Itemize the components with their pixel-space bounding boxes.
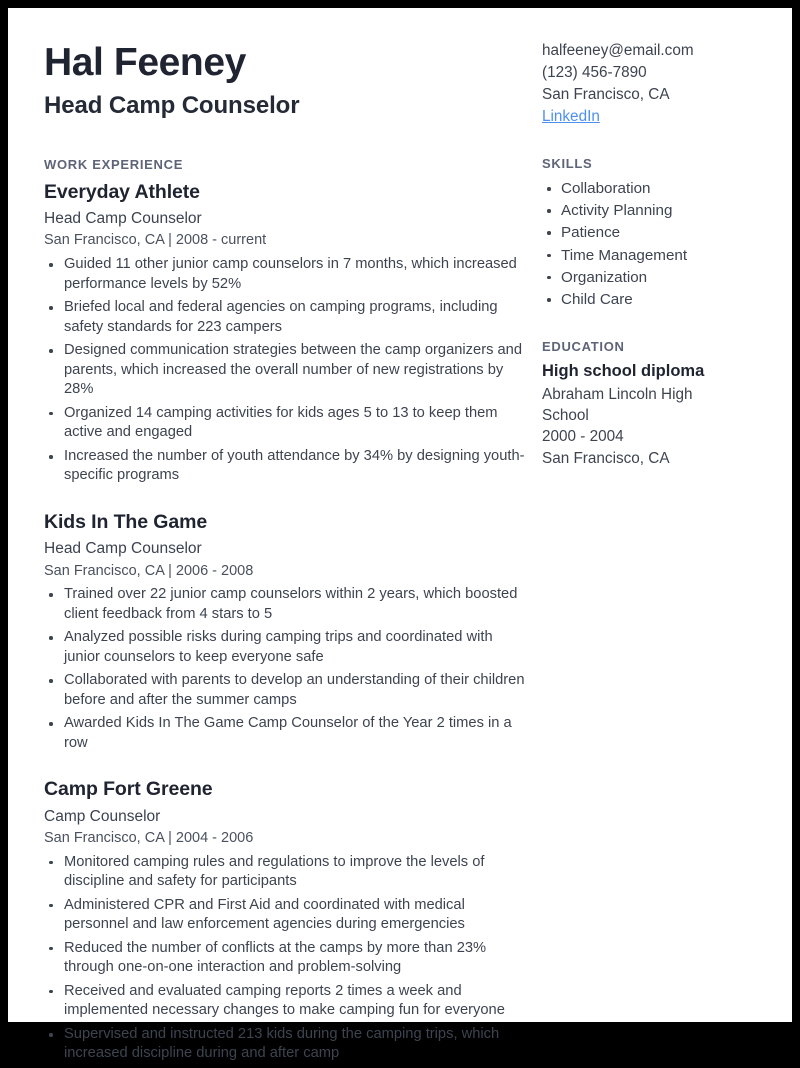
job-bullet-item: Briefed local and federal agencies on camping programs, including safety standards for 223 campers	[44, 298, 532, 337]
section-header-work-experience: WORK EXPERIENCE	[44, 156, 184, 172]
skill-item: Activity Planning	[542, 200, 760, 222]
job-company-name: Camp Fort Greene	[44, 778, 213, 801]
job-bullet-item: Administered CPR and First Aid and coordinated with medical personnel and law enforcement agencies during emergencies	[44, 896, 532, 935]
job-bullet-list	[44, 255, 532, 486]
work-experience-entry	[44, 180, 532, 486]
job-location-dates: San Francisco, CA | 2008 - current	[44, 232, 267, 249]
contact-location: San Francisco, CA	[542, 86, 670, 104]
work-experience-entry	[44, 510, 532, 753]
job-company-name: Everyday Athlete	[44, 180, 200, 203]
job-bullet-item: Guided 11 other junior camp counselors in 7 months, which increased performance levels by 52%	[44, 255, 532, 294]
contact-linkedin-item	[542, 106, 760, 128]
job-position-title: Head Camp Counselor	[44, 540, 202, 558]
page-title: Hal Feeney	[44, 41, 246, 84]
resume-main-column	[44, 34, 542, 1068]
job-bullet-item: Increased the number of youth attendance by 34% by designing youth-specific programs	[44, 447, 532, 486]
section-header-skills: SKILLS	[542, 156, 593, 172]
job-bullet-list	[44, 585, 532, 753]
job-bullet-item: Trained over 22 junior camp counselors within 2 years, which boosted client feedback from 4 stars to 5	[44, 585, 532, 624]
job-position-title: Camp Counselor	[44, 807, 161, 825]
job-bullet-item: Analyzed possible risks during camping trips and coordinated with junior counselors to keep everyone safe	[44, 628, 532, 667]
work-experience-entry	[44, 777, 532, 1064]
resume-document	[8, 8, 792, 1062]
education-location: San Francisco, CA	[542, 449, 670, 467]
job-location-dates: San Francisco, CA | 2006 - 2008	[44, 562, 254, 579]
job-bullet-item: Monitored camping rules and regulations to improve the levels of discipline and safety for participants	[44, 853, 532, 892]
education-dates: 2000 - 2004	[542, 428, 624, 446]
candidate-role-subtitle: Head Camp Counselor	[44, 92, 300, 120]
skill-item: Time Management	[542, 245, 760, 267]
resume-side-column	[542, 34, 760, 469]
contact-phone: (123) 456-7890	[542, 64, 647, 82]
job-bullet-item: Supervised and instructed 213 kids during the camping trips, which increased discipline during and after camp	[44, 1025, 532, 1064]
work-experience-list	[44, 180, 532, 1064]
job-position-title: Head Camp Counselor	[44, 210, 202, 228]
skill-item: Patience	[542, 222, 760, 244]
job-bullet-item: Organized 14 camping activities for kids ages 5 to 13 to keep them active and engaged	[44, 404, 532, 443]
contact-email: halfeeney@email.com	[542, 42, 694, 59]
section-header-education: EDUCATION	[542, 339, 625, 355]
job-bullet-item: Collaborated with parents to develop an understanding of their children before and after the summer camps	[44, 671, 532, 710]
contact-info-list	[542, 40, 760, 128]
education-degree: High school diploma	[542, 362, 705, 381]
skills-list	[542, 178, 760, 311]
job-location-dates: San Francisco, CA | 2004 - 2006	[44, 829, 254, 846]
skill-item: Organization	[542, 267, 760, 289]
job-bullet-item: Designed communication strategies between the camp organizers and parents, which increased the overall number of new registrations by 28%	[44, 341, 532, 400]
skill-item: Collaboration	[542, 178, 760, 200]
job-bullet-item: Received and evaluated camping reports 2 times a week and implemented necessary changes to make camping fun for everyone	[44, 982, 532, 1021]
linkedin-link[interactable]: LinkedIn	[542, 108, 600, 126]
education-entry	[542, 361, 760, 469]
education-school-line-2: School	[542, 407, 589, 425]
education-school-line-1: Abraham Lincoln High	[542, 385, 693, 403]
job-bullet-item: Awarded Kids In The Game Camp Counselor of the Year 2 times in a row	[44, 714, 532, 753]
job-company-name: Kids In The Game	[44, 511, 208, 533]
job-bullet-list	[44, 853, 532, 1064]
skill-item: Child Care	[542, 289, 760, 311]
job-bullet-item: Reduced the number of conflicts at the camps by more than 23% through one-on-one interaction and problem-solving	[44, 939, 532, 978]
